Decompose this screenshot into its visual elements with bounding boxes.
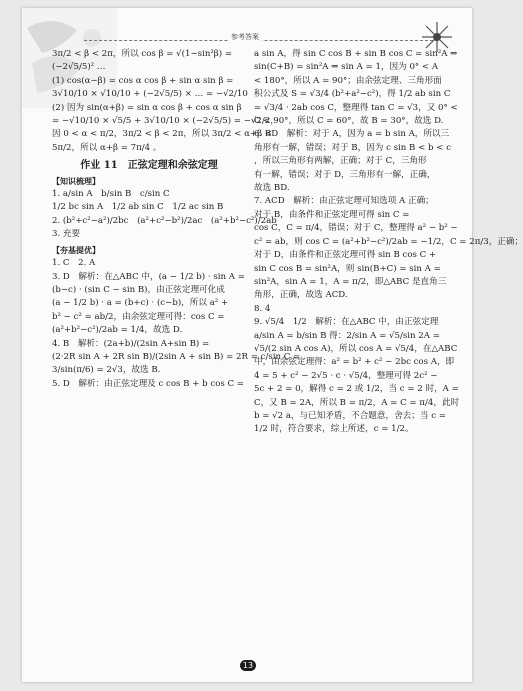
text-line: 角形有一解，错误；对于 B，因为 c sin B < b < c	[254, 142, 452, 153]
text-line: 5c + 2 = 0，解得 c = 2 或 1/2，当 c = 2 时，A =	[254, 384, 459, 395]
text-line: 3. 充要	[52, 229, 81, 240]
text-line: 6. BD 解析：对于 A，因为 a = b sin A，所以三	[254, 129, 450, 140]
text-line: c² = ab，则 cos C = (a²+b²−c²)/2ab = −1/2，C = 2π/3，正确；	[254, 236, 523, 247]
homework-title: 作业 11 正弦定理和余弦定理	[80, 160, 218, 172]
text-line: 有一解，错误；对于 D，三角形有一解，正确，	[254, 169, 436, 180]
text-line: (−2√5/5)² …	[52, 62, 106, 73]
text-line: 1. a/sin A b/sin B c/sin C	[52, 189, 170, 200]
text-line: sin(C+B) = sin²A ⇒ sin A = 1，因为 0° < A	[254, 62, 439, 73]
text-line: b = √2 a，与已知矛盾，不合题意，舍去；当 c =	[254, 410, 446, 421]
text-line: 9. √5/4 1/2 解析：在△ABC 中，由正弦定理	[254, 317, 439, 328]
text-line: 3√10/10 × √10/10 + (−2√5/5) × … = −√2/10	[52, 89, 248, 100]
text-line: 4 = 5 + c² − 2√5 · c · √5/4，整理可得 2c² −	[254, 370, 438, 381]
text-line: 角形，正确，故选 ACD.	[254, 290, 348, 301]
text-line: 对于 B，由条件和正弦定理可得 sin C =	[254, 209, 410, 220]
text-line: ，所以三角形有两解，正确；对于 C，三角形	[254, 156, 427, 167]
text-line: C，又 B = 2A，所以 B = π/2，A = C = π/4，此时	[254, 397, 460, 408]
text-line: C < 90°，所以 C = 60°，故 B = 30°，故选 D.	[254, 116, 444, 127]
text-line: 1. C 2. A	[52, 258, 96, 269]
text-line: 1/2 bc sin A 1/2 ab sin C 1/2 ac sin B	[52, 202, 224, 213]
text-line: 1/2 时，符合要求，综上所述，c = 1/2。	[254, 424, 414, 435]
page-number: 13	[240, 660, 256, 671]
text-line: a/sin A = b/sin B 得：2/sin A = √5/sin 2A =	[254, 330, 440, 341]
text-line: 7. ACD 解析：由正弦定理可知选项 A 正确；	[254, 196, 434, 207]
section-heading: 【夯基提优】	[52, 245, 100, 255]
text-line: 2. (b²+c²−a²)/2bc (a²+c²−b²)/2ac (a²+b²−c²)/2ab	[52, 215, 277, 226]
text-line: 8. 4	[254, 303, 271, 314]
answer-page	[22, 8, 523, 682]
text-line: sin²A，sin A = 1，A = π/2，即△ABC 是直角三	[254, 276, 447, 287]
text-line: √5/(2 sin A cos A)，所以 cos A = √5/4，在△ABC	[254, 343, 458, 354]
text-line: sin C cos B = sin²A，则 sin(B+C) = sin A =	[254, 263, 441, 274]
text-line: 3π/2 < β < 2π，所以 cos β = √(1−sin²β) =	[52, 49, 233, 59]
text-line: (a − 1/2 b) · a = (b+c) · (c−b)，所以 a² +	[52, 298, 229, 309]
text-line: < 180°，所以 A = 90°；由余弦定理、三角形面	[254, 75, 442, 86]
text-line: 故选 BD.	[254, 183, 290, 194]
text-line: 5π/2，所以 α+β = 7π/4 。	[52, 142, 162, 153]
text-line: 5. D 解析：由正弦定理及 c cos B + b cos C =	[52, 378, 245, 389]
text-line: (1) cos(α−β) = cos α cos β + sin α sin β =	[52, 75, 234, 86]
text-line: 4. B 解析：(2a+b)/(2sin A+sin B) =	[52, 338, 210, 349]
text-line: 3/sin(π/6) = 2√3，故选 B.	[52, 365, 161, 376]
text-line: (2) 因为 sin(α+β) = sin α cos β + cos α sin β	[52, 102, 242, 113]
right-column	[254, 48, 523, 437]
text-line: 3. D 解析：在△ABC 中，(a − 1/2 b) · sin A =	[52, 271, 245, 282]
text-line: 因 0 < α < π/2，3π/2 < β < 2π，所以 3π/2 < α+β <	[52, 129, 272, 140]
text-line: 积公式及 S = √3/4 (b²+a²−c²)，得 1/2 ab sin C	[254, 89, 451, 100]
text-line: 中，由余弦定理得：a² = b² + c² − 2bc cos A，即	[254, 357, 455, 368]
text-line: (b−c) · (sin C − sin B)，由正弦定理可化成	[52, 284, 225, 295]
text-line: 对于 D，由条件和正弦定理可得 sin B cos C +	[254, 250, 437, 261]
section-heading: 【知识梳理】	[52, 176, 100, 186]
text-line: a sin A，得 sin C cos B + sin B cos C = sin²A ⇒	[254, 49, 458, 59]
text-line: (2·2R sin A + 2R sin B)/(2sin A + sin B) = 2R = c/sin C =	[52, 351, 301, 362]
text-line: (a²+b²−c²)/2ab = 1/4，故选 D.	[52, 325, 183, 336]
text-line: b² − c² = ab/2，由余弦定理可得：cos C =	[52, 311, 225, 322]
text-line: cos C，C = π/4，错误；对于 C，整理得 a² − b² −	[254, 223, 458, 234]
text-line: = √3/4 · 2ab cos C，整理得 tan C = √3，又 0° <	[254, 102, 458, 113]
text-line: = −√10/10 × √5/5 + 3√10/10 × (−2√5/5) = −√2/2，	[52, 116, 279, 127]
header-title: 参考答案	[228, 32, 262, 42]
